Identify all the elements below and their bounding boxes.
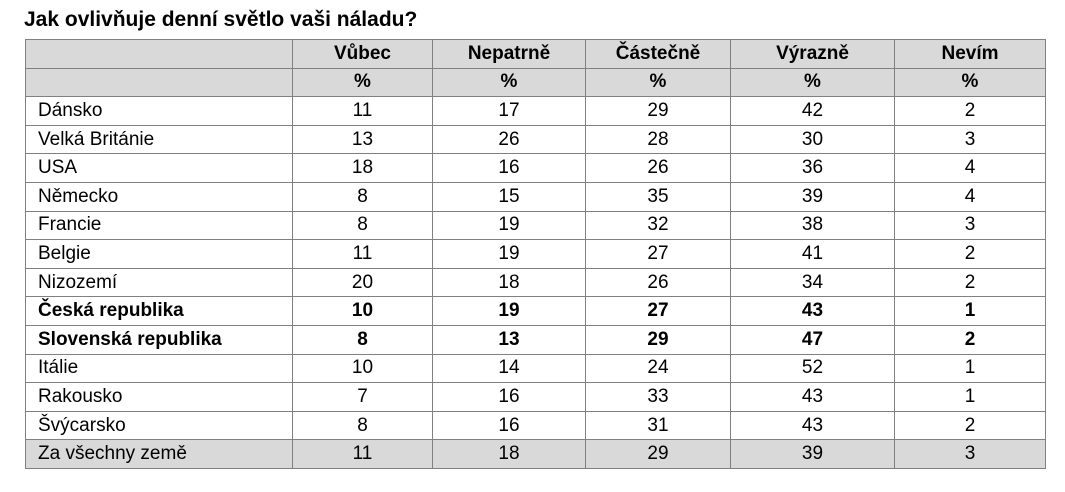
value-cell-vyrazne: 41 bbox=[731, 240, 895, 269]
value-cell-vyrazne: 43 bbox=[731, 297, 895, 326]
value-cell-castecne: 28 bbox=[586, 125, 731, 154]
value-cell-castecne: 31 bbox=[586, 411, 731, 440]
country-cell: Velká Británie bbox=[26, 125, 293, 154]
table-title: Jak ovlivňuje denní světlo vaši náladu? bbox=[24, 8, 418, 31]
country-cell: Za všechny země bbox=[26, 440, 293, 469]
value-cell-castecne: 29 bbox=[586, 440, 731, 469]
value-cell-nepatrne: 16 bbox=[433, 154, 586, 183]
value-cell-vyrazne: 39 bbox=[731, 440, 895, 469]
value-cell-nevim: 2 bbox=[895, 411, 1046, 440]
country-cell: Švýcarsko bbox=[26, 411, 293, 440]
value-cell-vyrazne: 39 bbox=[731, 182, 895, 211]
value-cell-nevim: 4 bbox=[895, 182, 1046, 211]
value-cell-nevim: 2 bbox=[895, 240, 1046, 269]
value-cell-vyrazne: 47 bbox=[731, 325, 895, 354]
value-cell-vubec: 10 bbox=[293, 354, 433, 383]
unit-cell-vyrazne: % bbox=[731, 68, 895, 97]
header-row bbox=[26, 40, 1046, 69]
value-cell-nevim: 3 bbox=[895, 440, 1046, 469]
table-row bbox=[26, 297, 1046, 326]
unit-cell-vubec: % bbox=[293, 68, 433, 97]
value-cell-vyrazne: 34 bbox=[731, 268, 895, 297]
value-cell-castecne: 29 bbox=[586, 97, 731, 126]
value-cell-nepatrne: 19 bbox=[433, 211, 586, 240]
header-cell-nepatrne: Nepatrně bbox=[433, 40, 586, 69]
country-cell: Česká republika bbox=[26, 297, 293, 326]
total-row bbox=[26, 440, 1046, 469]
country-cell: Slovenská republika bbox=[26, 325, 293, 354]
unit-cell-nevim: % bbox=[895, 68, 1046, 97]
survey-table bbox=[25, 39, 1046, 469]
country-cell: Francie bbox=[26, 211, 293, 240]
value-cell-vubec: 10 bbox=[293, 297, 433, 326]
value-cell-nepatrne: 19 bbox=[433, 240, 586, 269]
value-cell-nepatrne: 13 bbox=[433, 325, 586, 354]
value-cell-nevim: 3 bbox=[895, 125, 1046, 154]
value-cell-vubec: 11 bbox=[293, 97, 433, 126]
value-cell-castecne: 33 bbox=[586, 383, 731, 412]
value-cell-nevim: 1 bbox=[895, 297, 1046, 326]
value-cell-vubec: 18 bbox=[293, 154, 433, 183]
country-cell: Itálie bbox=[26, 354, 293, 383]
value-cell-nepatrne: 19 bbox=[433, 297, 586, 326]
value-cell-nepatrne: 18 bbox=[433, 268, 586, 297]
value-cell-nepatrne: 18 bbox=[433, 440, 586, 469]
value-cell-vyrazne: 43 bbox=[731, 383, 895, 412]
header-cell-nevim: Nevím bbox=[895, 40, 1046, 69]
header-cell-vyrazne: Výrazně bbox=[731, 40, 895, 69]
value-cell-castecne: 35 bbox=[586, 182, 731, 211]
value-cell-castecne: 27 bbox=[586, 297, 731, 326]
value-cell-vubec: 11 bbox=[293, 240, 433, 269]
value-cell-vyrazne: 42 bbox=[731, 97, 895, 126]
value-cell-castecne: 27 bbox=[586, 240, 731, 269]
table-row bbox=[26, 354, 1046, 383]
header-cell-vubec: Vůbec bbox=[293, 40, 433, 69]
value-cell-nevim: 3 bbox=[895, 211, 1046, 240]
value-cell-vyrazne: 36 bbox=[731, 154, 895, 183]
value-cell-vyrazne: 38 bbox=[731, 211, 895, 240]
value-cell-castecne: 26 bbox=[586, 154, 731, 183]
table-row bbox=[26, 240, 1046, 269]
header-cell-castecne: Částečně bbox=[586, 40, 731, 69]
value-cell-vubec: 8 bbox=[293, 182, 433, 211]
value-cell-castecne: 32 bbox=[586, 211, 731, 240]
country-cell: Rakousko bbox=[26, 383, 293, 412]
unit-cell-castecne: % bbox=[586, 68, 731, 97]
country-cell: USA bbox=[26, 154, 293, 183]
unit-row bbox=[26, 68, 1046, 97]
value-cell-vubec: 20 bbox=[293, 268, 433, 297]
table-row bbox=[26, 325, 1046, 354]
value-cell-vyrazne: 52 bbox=[731, 354, 895, 383]
country-cell: Belgie bbox=[26, 240, 293, 269]
table-row bbox=[26, 268, 1046, 297]
value-cell-vubec: 8 bbox=[293, 325, 433, 354]
table-row bbox=[26, 154, 1046, 183]
unit-cell-nepatrne: % bbox=[433, 68, 586, 97]
unit-cell-country bbox=[26, 68, 293, 97]
value-cell-castecne: 26 bbox=[586, 268, 731, 297]
value-cell-nevim: 4 bbox=[895, 154, 1046, 183]
value-cell-nepatrne: 16 bbox=[433, 383, 586, 412]
table-row bbox=[26, 383, 1046, 412]
table-row bbox=[26, 97, 1046, 126]
value-cell-vubec: 8 bbox=[293, 211, 433, 240]
value-cell-nepatrne: 26 bbox=[433, 125, 586, 154]
value-cell-vyrazne: 43 bbox=[731, 411, 895, 440]
value-cell-vubec: 13 bbox=[293, 125, 433, 154]
value-cell-nevim: 2 bbox=[895, 268, 1046, 297]
value-cell-castecne: 24 bbox=[586, 354, 731, 383]
value-cell-nevim: 1 bbox=[895, 383, 1046, 412]
table-row bbox=[26, 211, 1046, 240]
value-cell-nevim: 2 bbox=[895, 97, 1046, 126]
value-cell-nepatrne: 14 bbox=[433, 354, 586, 383]
value-cell-nevim: 2 bbox=[895, 325, 1046, 354]
country-cell: Dánsko bbox=[26, 97, 293, 126]
value-cell-nepatrne: 16 bbox=[433, 411, 586, 440]
country-cell: Německo bbox=[26, 182, 293, 211]
value-cell-nevim: 1 bbox=[895, 354, 1046, 383]
table-row bbox=[26, 411, 1046, 440]
value-cell-vubec: 7 bbox=[293, 383, 433, 412]
country-cell: Nizozemí bbox=[26, 268, 293, 297]
table-row bbox=[26, 182, 1046, 211]
value-cell-vyrazne: 30 bbox=[731, 125, 895, 154]
value-cell-castecne: 29 bbox=[586, 325, 731, 354]
value-cell-nepatrne: 15 bbox=[433, 182, 586, 211]
table-row bbox=[26, 125, 1046, 154]
value-cell-vubec: 11 bbox=[293, 440, 433, 469]
value-cell-vubec: 8 bbox=[293, 411, 433, 440]
value-cell-nepatrne: 17 bbox=[433, 97, 586, 126]
header-cell-country bbox=[26, 40, 293, 69]
